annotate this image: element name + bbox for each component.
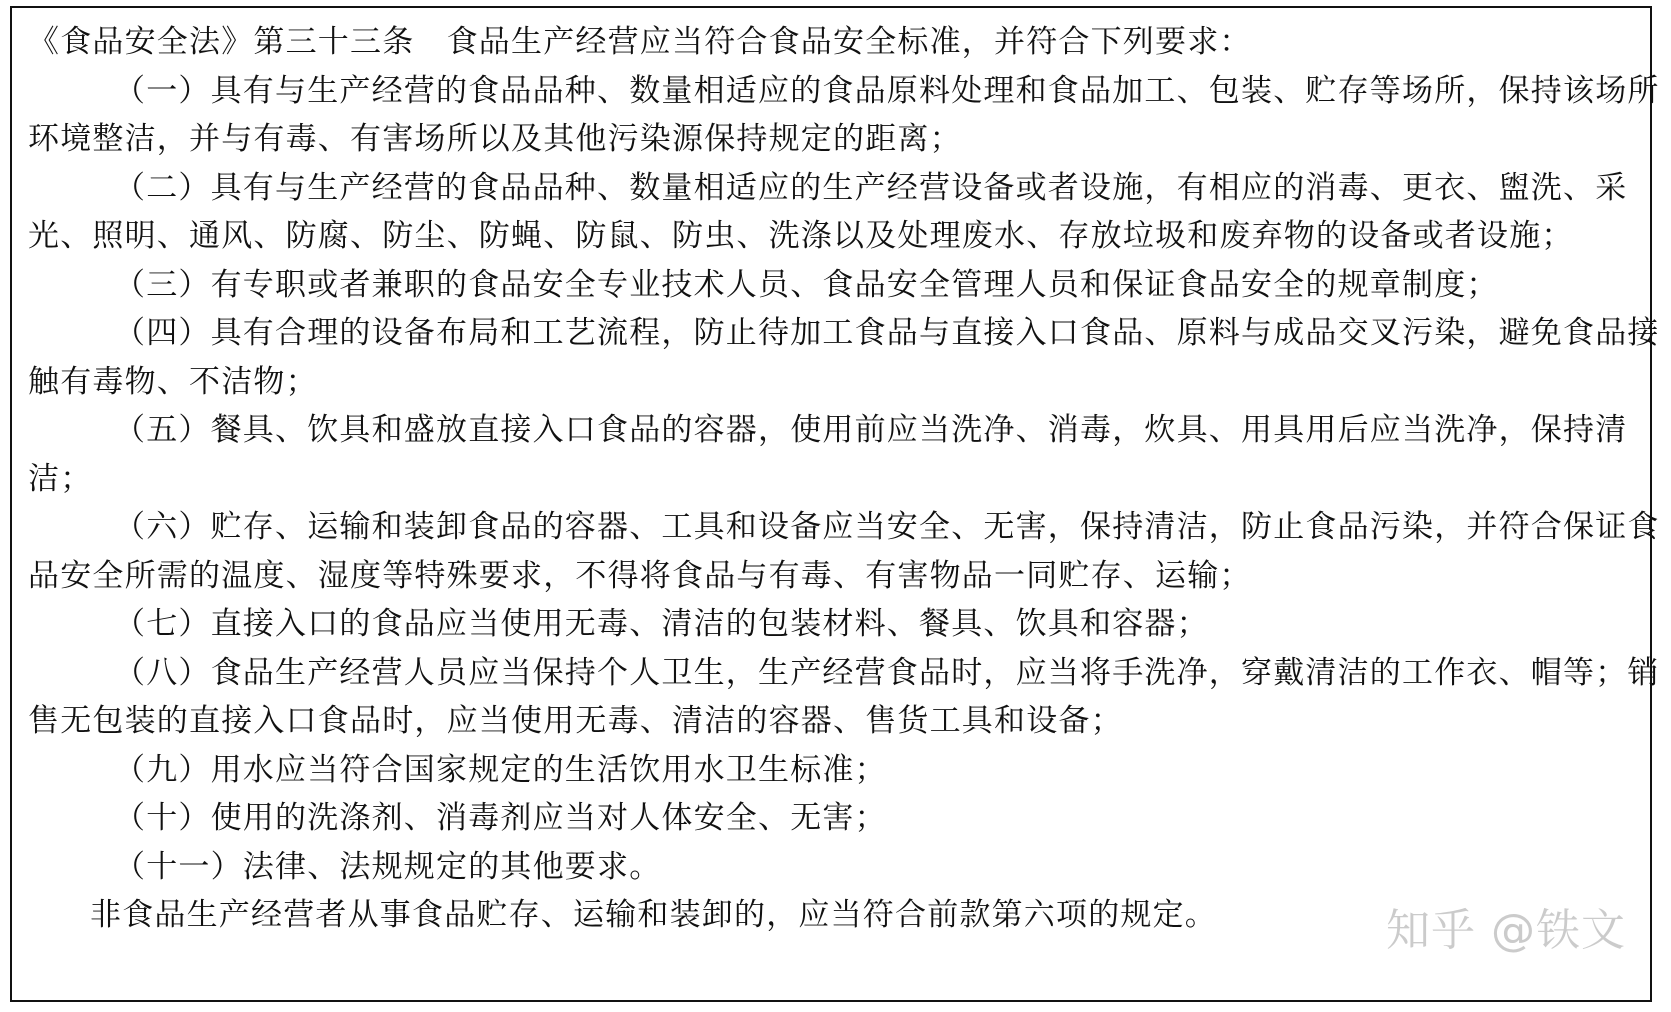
zhihu-watermark: 知乎 @铁文	[1386, 905, 1626, 956]
item-5: （五）餐具、饮具和盛放直接入口食品的容器，使用前应当洗净、消毒，炊具、用具用后应当洗净，保持清洁；	[28, 412, 1628, 497]
item-4: （四）具有合理的设备布局和工艺流程，防止待加工食品与直接入口食品、原料与成品交叉污染，避免食品接触有毒物、不洁物；	[28, 315, 1660, 400]
item-2: （二）具有与生产经营的食品品种、数量相适应的生产经营设备或者设施，有相应的消毒、更衣、盥洗、采光、照明、通风、防腐、防尘、防蝇、防鼠、防虫、洗涤以及处理废水、存放垃圾和废弃物的设备或者设施；	[28, 169, 1628, 254]
law-text-body	[28, 18, 1660, 940]
item-8: （八）食品生产经营人员应当保持个人卫生，生产经营食品时，应当将手洗净，穿戴清洁的工作衣、帽等；销售无包装的直接入口食品时，应当使用无毒、清洁的容器、售货工具和设备；	[28, 654, 1660, 739]
closing-paragraph: 非食品生产经营者从事食品贮存、运输和装卸的，应当符合前款第六项的规定。	[90, 897, 1217, 933]
item-1: （一）具有与生产经营的食品品种、数量相适应的食品原料处理和食品加工、包装、贮存等场所，保持该场所环境整洁，并与有毒、有害场所以及其他污染源保持规定的距离；	[28, 72, 1660, 157]
item-3: （三）有专职或者兼职的食品安全专业技术人员、食品安全管理人员和保证食品安全的规章制度；	[114, 266, 1499, 303]
item-9: （九）用水应当符合国家规定的生活饮用水卫生标准；	[114, 751, 887, 788]
item-7: （七）直接入口的食品应当使用无毒、清洁的包装材料、餐具、饮具和容器；	[114, 606, 1209, 642]
item-11: （十一）法律、法规规定的其他要求。	[114, 848, 662, 885]
document-frame	[10, 6, 1660, 1002]
article-heading: 《食品安全法》第三十三条 食品生产经营应当符合食品安全标准，并符合下列要求：	[28, 24, 1252, 60]
item-6: （六）贮存、运输和装卸食品的容器、工具和设备应当安全、无害，保持清洁，防止食品污染，并符合保证食品安全所需的温度、湿度等特殊要求，不得将食品与有毒、有害物品一同贮存、运输；	[28, 509, 1660, 594]
item-10: （十）使用的洗涤剂、消毒剂应当对人体安全、无害；	[114, 800, 887, 836]
